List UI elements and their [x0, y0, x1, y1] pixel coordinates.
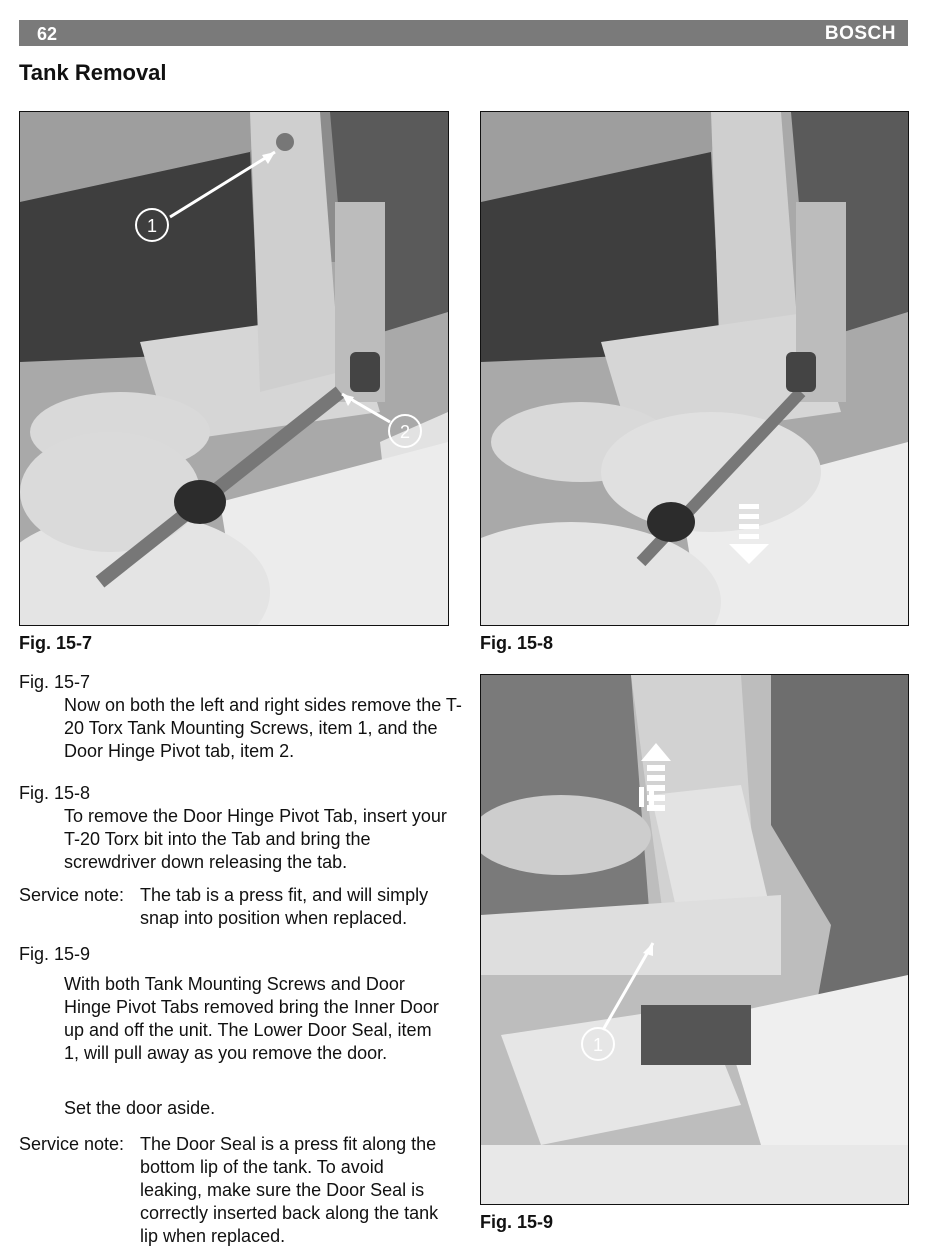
- service-note-text: The tab is a press fit, and will simply snap into position when replaced.: [140, 885, 429, 928]
- callout-1: 1: [592, 1035, 604, 1055]
- figure-reference: Fig. 15-8: [19, 783, 91, 803]
- service-note-label: Service note:: [19, 885, 125, 905]
- page-header-bar: [19, 20, 908, 46]
- callout-1: 1: [146, 216, 158, 236]
- brand-logo: BOSCH: [824, 23, 896, 44]
- service-note-text: The Door Seal is a press fit along the bottom lip of the tank. To avoid leaking, make sure the Door Seal is correctly inserted back along the tank lip when replaced.: [140, 1134, 439, 1246]
- paragraph: Set the door aside.: [64, 1098, 216, 1118]
- figure-caption: Fig. 15-9: [480, 1212, 554, 1232]
- paragraph: With both Tank Mounting Screws and Door Hinge Pivot Tabs removed bring the Inner Door up and off the unit. The Lower Door Seal, item 1, will pull away as you remove the door.: [64, 974, 439, 1063]
- callout-2: 2: [399, 422, 411, 442]
- figure-caption: Fig. 15-8: [480, 633, 554, 653]
- section-title: Tank Removal: [19, 60, 167, 85]
- figure-caption: Fig. 15-7: [19, 633, 93, 653]
- service-note-label: Service note:: [19, 1134, 125, 1154]
- photo-fig-15-9: [480, 674, 909, 1205]
- page-number: 62: [37, 24, 58, 44]
- figure-reference: Fig. 15-7: [19, 672, 91, 692]
- photo-fig-15-7: [19, 111, 449, 626]
- photo-fig-15-8: [480, 111, 909, 626]
- paragraph: To remove the Door Hinge Pivot Tab, insert your T-20 Torx bit into the Tab and bring the screwdriver down releasing the tab.: [64, 806, 447, 872]
- paragraph: Now on both the left and right sides remove the T-20 Torx Tank Mounting Screws, item 1, and the Door Hinge Pivot tab, item 2.: [64, 695, 462, 761]
- figure-reference: Fig. 15-9: [19, 944, 91, 964]
